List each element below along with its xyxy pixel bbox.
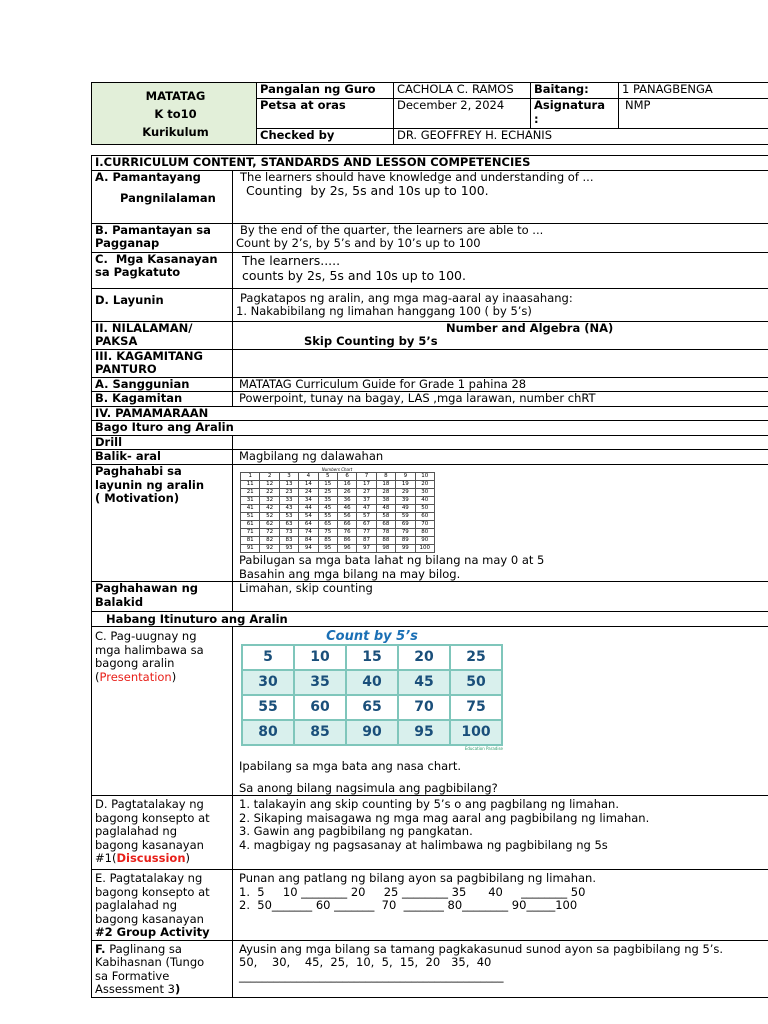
numbers-chart-cell: 5 — [319, 473, 338, 481]
formative-content: Ayusin ang mga bilang sa tamang pagkakasunud sunod ayon sa pagbibilang ng 5’s. 50, 30, 45, 25, 10, 5, 15, 20 35, 40 ______________________________________________ — [233, 940, 768, 997]
unlocking-label: Paghahawan ng Balakid — [92, 582, 233, 612]
numbers-chart-cell: 79 — [396, 529, 415, 537]
numbers-chart-grid — [240, 472, 435, 553]
count-by-5-cell: 30 — [242, 670, 294, 695]
numbers-chart-cell: 14 — [299, 481, 318, 489]
count-by-5-cell: 70 — [398, 695, 450, 720]
numbers-chart-cell: 23 — [280, 489, 299, 497]
numbers-chart-cell: 8 — [377, 473, 396, 481]
group-activity-content: Punan ang patlang ng bilang ayon sa pagbibilang ng limahan. 1. 5 10 ________ 20 25 ________ 35 40 ________ 50 2. 50_______ 60 _______ 70 _______ 80________ 90_____100 — [233, 870, 768, 941]
numbers-chart-cell: 54 — [299, 513, 318, 521]
numbers-chart-cell: 57 — [357, 513, 376, 521]
count-by-5-cell: 80 — [242, 720, 294, 745]
numbers-chart-cell: 40 — [416, 497, 435, 505]
count-by-5-cell: 40 — [346, 670, 398, 695]
numbers-chart-cell: 99 — [396, 545, 415, 553]
count-by-5-cell: 10 — [294, 645, 346, 670]
discussion-content — [233, 796, 768, 870]
discussion-item: 4. magbigay ng pagsasanay at halimbawa ng pagbibilang ng 5s — [239, 837, 608, 852]
numbers-chart-cell: 83 — [280, 537, 299, 545]
numbers-chart-cell: 80 — [416, 529, 435, 537]
numbers-chart-cell: 72 — [260, 529, 279, 537]
numbers-chart-cell: 17 — [357, 481, 376, 489]
numbers-chart-cell: 22 — [260, 489, 279, 497]
drill-label: Drill — [92, 435, 233, 450]
count-by-5-cell: 5 — [242, 645, 294, 670]
numbers-chart-cell: 24 — [299, 489, 318, 497]
drill-text — [233, 435, 768, 450]
numbers-chart — [240, 467, 768, 553]
review-label: Balik- aral — [92, 450, 233, 465]
numbers-chart-cell: 6 — [338, 473, 357, 481]
lesson-plan-table — [91, 155, 768, 998]
count-by-5-cell: 95 — [398, 720, 450, 745]
numbers-chart-cell: 27 — [357, 489, 376, 497]
numbers-chart-cell: 31 — [241, 497, 260, 505]
numbers-chart-cell: 20 — [416, 481, 435, 489]
numbers-chart-cell: 2 — [260, 473, 279, 481]
numbers-chart-cell: 36 — [338, 497, 357, 505]
numbers-chart-cell: 77 — [357, 529, 376, 537]
count-by-5-cell: 100 — [450, 720, 502, 745]
numbers-chart-cell: 94 — [299, 545, 318, 553]
numbers-chart-cell: 95 — [319, 545, 338, 553]
numbers-chart-cell: 56 — [338, 513, 357, 521]
numbers-chart-cell: 16 — [338, 481, 357, 489]
numbers-chart-cell: 97 — [357, 545, 376, 553]
count-by-5-title: Count by 5’s — [326, 629, 418, 644]
numbers-chart-cell: 98 — [377, 545, 396, 553]
count-by-5-cell: 45 — [398, 670, 450, 695]
references-label: A. Sanggunian — [92, 377, 233, 392]
numbers-chart-cell: 88 — [377, 537, 396, 545]
discussion-label: D. Pagtatalakay ng bagong konsepto at paglalahad ng bagong kasanayan #1(Discussion) — [92, 796, 233, 870]
content-topic-label: II. NILALAMAN/ PAKSA — [92, 321, 233, 349]
numbers-chart-cell: 48 — [377, 505, 396, 513]
numbers-chart-cell: 66 — [338, 521, 357, 529]
numbers-chart-cell: 84 — [299, 537, 318, 545]
count-by-5-cell: 60 — [294, 695, 346, 720]
numbers-chart-cell: 82 — [260, 537, 279, 545]
grade-label: Baitang: — [531, 83, 619, 99]
date-value: December 2, 2024 — [394, 99, 531, 129]
numbers-chart-cell: 11 — [241, 481, 260, 489]
numbers-chart-cell: 85 — [319, 537, 338, 545]
numbers-chart-cell: 61 — [241, 521, 260, 529]
content-standard-label: A. Pamantayang Pangnilalaman — [92, 170, 233, 223]
numbers-chart-cell: 1 — [241, 473, 260, 481]
learning-competency-text: The learners..... counts by 2s, 5s and 10s up to 100. — [233, 252, 768, 288]
count-by-5-chart — [241, 629, 503, 752]
numbers-chart-cell: 3 — [280, 473, 299, 481]
numbers-chart-cell: 34 — [299, 497, 318, 505]
teacher-label: Pangalan ng Guro — [257, 83, 394, 99]
numbers-chart-cell: 58 — [377, 513, 396, 521]
numbers-chart-cell: 74 — [299, 529, 318, 537]
subject-label: Asignatura : — [531, 99, 619, 129]
numbers-chart-cell: 21 — [241, 489, 260, 497]
checked-value: DR. GEOFFREY H. ECHANIS — [394, 129, 768, 145]
numbers-chart-cell: 9 — [396, 473, 415, 481]
motivation-content: Numbers Chart 1 2 3 4 5 6 7 8 9 10 11 12 13 14 15 16 17 18 19 20 21 22 23 24 25 26 27 28 29 30 31 32 33 34 35 36 37 38 39 40 41 42 43 44 45 46 47 48 49 50 51 52 53 54 55 56 57 58 59 60 61 62 63 64 65 66 67 68 69 70 71 72 73 74 75 76 77 78 79 80 81 82 83 84 85 86 87 88 89 90 91 92 93 94 95 96 97 98 99 100 Pabilugan sa mga bata lahat ng bilang na may 0 at 5 Basahin ang mga bilang na may bilog. — [233, 465, 768, 582]
checked-label: Checked by — [257, 129, 394, 145]
materials-label: III. KAGAMITANG PANTURO — [92, 349, 233, 377]
during-lesson-title: Habang Itinuturo ang Aralin — [92, 612, 768, 627]
presentation-label: C. Pag-uugnay ng mga halimbawa sa bagong aralin (Presentation) — [92, 627, 233, 796]
objective-text: Pagkatapos ng aralin, ang mga mag-aaral ay inaasahang: 1. Nakabibilang ng limahan hanggang 100 ( by 5’s) — [233, 288, 768, 321]
count-by-5-footer: Education Paradise — [464, 746, 503, 751]
numbers-chart-cell: 26 — [338, 489, 357, 497]
numbers-chart-cell: 33 — [280, 497, 299, 505]
numbers-chart-cell: 43 — [280, 505, 299, 513]
numbers-chart-cell: 69 — [396, 521, 415, 529]
numbers-chart-cell: 19 — [396, 481, 415, 489]
numbers-chart-cell: 51 — [241, 513, 260, 521]
numbers-chart-cell: 68 — [377, 521, 396, 529]
numbers-chart-cell: 49 — [396, 505, 415, 513]
numbers-chart-cell: 25 — [319, 489, 338, 497]
performance-standard-label: B. Pamantayan sa Pagganap — [92, 223, 233, 252]
numbers-chart-cell: 39 — [396, 497, 415, 505]
count-by-5-cell: 20 — [398, 645, 450, 670]
numbers-chart-cell: 59 — [396, 513, 415, 521]
numbers-chart-cell: 64 — [299, 521, 318, 529]
numbers-chart-cell: 53 — [280, 513, 299, 521]
numbers-chart-cell: 46 — [338, 505, 357, 513]
numbers-chart-cell: 89 — [396, 537, 415, 545]
numbers-chart-cell: 67 — [357, 521, 376, 529]
numbers-chart-caption: Numbers Chart — [321, 467, 353, 472]
objective-label: D. Layunin — [92, 288, 233, 321]
resources-text: Powerpoint, tunay na bagay, LAS ,mga larawan, number chRT — [233, 392, 768, 407]
presentation-content: Count by 5’s 5 10 15 20 25 30 35 40 45 50 55 60 65 70 75 80 85 90 95 100 Education Paradise Ipabilang sa mga bata ang nasa chart. Sa anong bilang nagsimula ang pagbibilang? — [233, 627, 768, 796]
numbers-chart-cell: 38 — [377, 497, 396, 505]
numbers-chart-cell: 12 — [260, 481, 279, 489]
learning-competency-label: C. Mga Kasanayan sa Pagkatuto — [92, 252, 233, 288]
numbers-chart-cell: 50 — [416, 505, 435, 513]
review-text: Magbilang ng dalawahan — [233, 450, 768, 465]
content-standard-text: The learners should have knowledge and understanding of ... Counting by 2s, 5s and 10s up to 100. — [233, 170, 768, 223]
numbers-chart-cell: 90 — [416, 537, 435, 545]
numbers-chart-cell: 70 — [416, 521, 435, 529]
numbers-chart-cell: 45 — [319, 505, 338, 513]
numbers-chart-cell: 44 — [299, 505, 318, 513]
motivation-label: Paghahabi sa layunin ng aralin ( Motivation) — [92, 465, 233, 582]
discussion-item: 1. talakayin ang skip counting by 5’s o ang pagbilang ng limahan. — [239, 797, 620, 811]
numbers-chart-cell: 28 — [377, 489, 396, 497]
before-lesson-title: Bago Ituro ang Aralin — [92, 421, 768, 436]
grade-value: 1 PANAGBENGA — [619, 83, 768, 99]
numbers-chart-cell: 86 — [338, 537, 357, 545]
numbers-chart-cell: 4 — [299, 473, 318, 481]
count-by-5-cell: 25 — [450, 645, 502, 670]
numbers-chart-cell: 32 — [260, 497, 279, 505]
numbers-chart-cell: 35 — [319, 497, 338, 505]
numbers-chart-cell: 65 — [319, 521, 338, 529]
section-1-title: I.CURRICULUM CONTENT, STANDARDS AND LESSON COMPETENCIES — [92, 156, 768, 171]
numbers-chart-cell: 75 — [319, 529, 338, 537]
performance-standard-text: By the end of the quarter, the learners are able to ... Count by 2’s, by 5’s and by 10’s up to 100 — [233, 223, 768, 252]
procedure-title: IV. PAMAMARAAN — [92, 406, 768, 421]
numbers-chart-cell: 78 — [377, 529, 396, 537]
materials-empty — [233, 349, 768, 377]
numbers-chart-cell: 76 — [338, 529, 357, 537]
numbers-chart-cell: 37 — [357, 497, 376, 505]
formative-label: F. Paglinang sa Kabihasnan (Tungo sa Formative Assessment 3) — [92, 940, 233, 997]
references-text: MATATAG Curriculum Guide for Grade 1 pahina 28 — [233, 377, 768, 392]
numbers-chart-cell: 71 — [241, 529, 260, 537]
count-by-5-cell: 50 — [450, 670, 502, 695]
numbers-chart-cell: 30 — [416, 489, 435, 497]
numbers-chart-cell: 73 — [280, 529, 299, 537]
numbers-chart-cell: 29 — [396, 489, 415, 497]
numbers-chart-cell: 10 — [416, 473, 435, 481]
numbers-chart-cell: 87 — [357, 537, 376, 545]
matatag-logo-text: MATATAG K to10 Kurikulum — [92, 83, 257, 145]
unlocking-text: Limahan, skip counting — [233, 582, 768, 612]
teacher-value: CACHOLA C. RAMOS — [394, 83, 531, 99]
numbers-chart-cell: 81 — [241, 537, 260, 545]
numbers-chart-cell: 47 — [357, 505, 376, 513]
count-by-5-cell: 90 — [346, 720, 398, 745]
numbers-chart-cell: 100 — [416, 545, 435, 553]
group-activity-label: E. Pagtatalakay ng bagong konsepto at paglalahad ng bagong kasanayan #2 Group Activity — [92, 870, 233, 941]
resources-label: B. Kagamitan — [92, 392, 233, 407]
content-topic-text: Number and Algebra (NA) Skip Counting by 5’s — [233, 321, 768, 349]
count-by-5-cell: 85 — [294, 720, 346, 745]
count-by-5-cell: 75 — [450, 695, 502, 720]
numbers-chart-cell: 52 — [260, 513, 279, 521]
subject-value: NMP — [619, 99, 768, 129]
numbers-chart-cell: 96 — [338, 545, 357, 553]
header-table — [91, 82, 768, 145]
numbers-chart-cell: 63 — [280, 521, 299, 529]
numbers-chart-cell: 92 — [260, 545, 279, 553]
count-by-5-cell: 55 — [242, 695, 294, 720]
date-label: Petsa at oras — [257, 99, 394, 129]
discussion-item: 3. Gawin ang pagbibilang ng pangkatan. — [239, 824, 473, 838]
count-by-5-grid — [241, 644, 503, 746]
numbers-chart-cell: 7 — [357, 473, 376, 481]
numbers-chart-cell: 55 — [319, 513, 338, 521]
discussion-item: 2. Sikaping maisagawa ng mga mag aaral ang pagbibilang ng limahan. — [239, 810, 650, 825]
count-by-5-cell: 65 — [346, 695, 398, 720]
numbers-chart-cell: 15 — [319, 481, 338, 489]
numbers-chart-cell: 60 — [416, 513, 435, 521]
count-by-5-cell: 15 — [346, 645, 398, 670]
numbers-chart-cell: 18 — [377, 481, 396, 489]
numbers-chart-cell: 62 — [260, 521, 279, 529]
numbers-chart-cell: 91 — [241, 545, 260, 553]
numbers-chart-cell: 42 — [260, 505, 279, 513]
count-by-5-cell: 35 — [294, 670, 346, 695]
numbers-chart-cell: 13 — [280, 481, 299, 489]
numbers-chart-cell: 41 — [241, 505, 260, 513]
numbers-chart-cell: 93 — [280, 545, 299, 553]
